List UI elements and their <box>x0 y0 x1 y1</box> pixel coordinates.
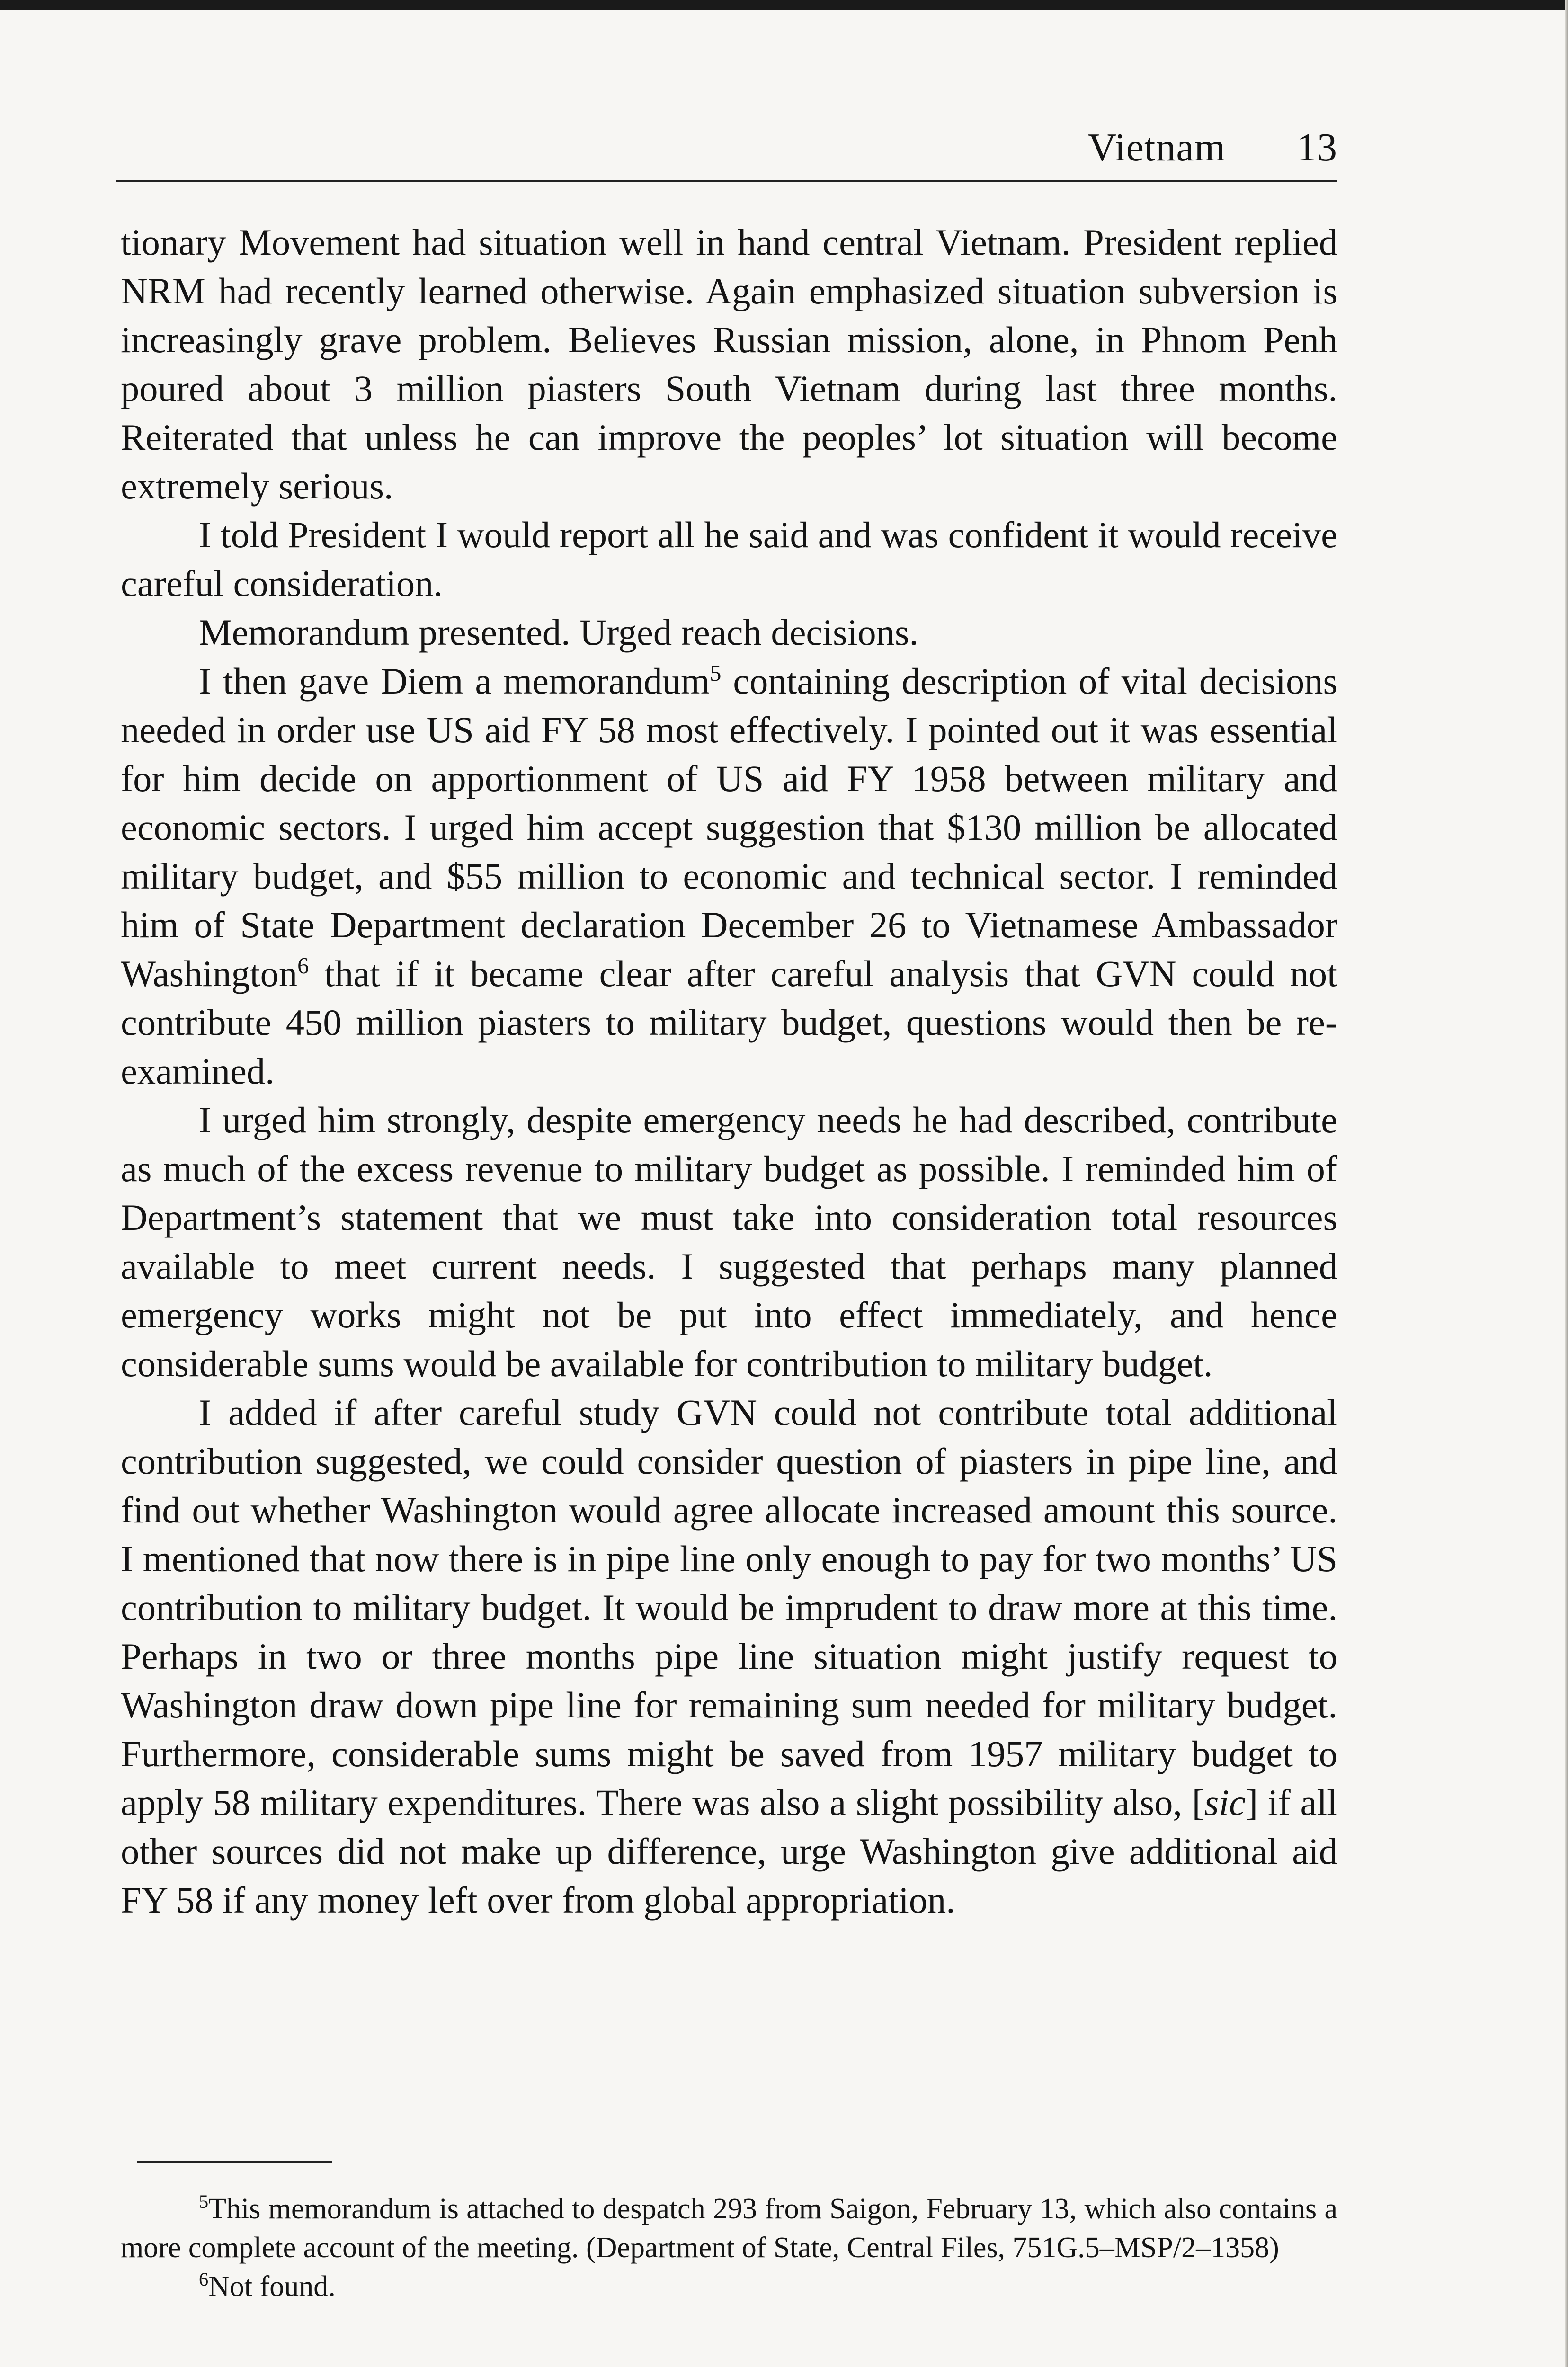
paragraph-2: I told President I would report all he said and was confident it would receive careful consideration. <box>121 514 1337 604</box>
paragraph-4-text-c: that if it became clear after careful analysis that GVN could not contribute 450 million piasters to military budget, questions would then be re-examined. <box>121 953 1337 1092</box>
paragraph-5: I urged him strongly, despite emergency needs he had described, contribute as much of the excess revenue to military budget as possible. I reminded him of Department’s statement that we must take into consideration total resources available to meet current needs. I suggested that perhaps many planned emergency works might not be put into effect immediately, and hence considerable sums would be available for contribution to military budget. <box>121 1099 1337 1384</box>
paragraph-4-text-b: containing description of vital decisions needed in order use US aid FY 58 most effectively. I pointed out it was essential for him decide on apportionment of US aid FY 1958 between military and economic sectors. I urged him accept suggestion that $130 million be allocated military budget, and $55 million to economic and technical sector. I reminded him of State Department declaration December 26 to Vietnamese Ambassador Washington <box>121 660 1337 994</box>
paragraph-6 <box>121 1388 1337 1924</box>
paragraph-3: Memorandum presented. Urged reach decisions. <box>199 612 919 653</box>
header-rule <box>116 180 1337 182</box>
footnote-5 <box>121 2189 1337 2267</box>
footnote-6-marker: 6 <box>199 2268 209 2290</box>
footnote-ref-6: 6 <box>297 953 309 979</box>
footnote-5-text: This memorandum is attached to despatch 293 from Saigon, February 13, which also contains a more complete account of the meeting. (Department of State, Central Files, 751G.5–MSP/2–1358) <box>121 2193 1337 2264</box>
page-right-edge <box>1565 0 1568 2367</box>
sic-annotation: sic <box>1204 1782 1246 1823</box>
footnote-6-text: Not found. <box>208 2270 336 2303</box>
paragraph-6-text-b: ] if all other sources did not make up difference, urge Washington give additional aid FY 58 if any money left over from global appropriation. <box>121 1782 1337 1921</box>
paragraph-4 <box>121 657 1337 1095</box>
page-top-edge <box>0 0 1568 10</box>
paragraph-4-text-a: I then gave Diem a memorandum <box>199 660 710 702</box>
body-text <box>121 218 1337 1924</box>
paragraph-1: tionary Movement had situation well in hand central Vietnam. President replied NRM had recently learned otherwise. Again emphasized situation subversion is increasingly grave problem. Believes Russian mission, alone, in Phnom Penh poured about 3 million piasters South Vietnam during last three months. Reiterated that unless he can improve the peoples’ lot situation will become extremely serious. <box>121 222 1337 507</box>
paragraph-6-text-a: I added if after careful study GVN could not contribute total additional contribution suggested, we could consider question of piasters in pipe line, and find out whether Washington would agree allocate increased amount this source. I mentioned that now there is in pipe line only enough to pay for two months’ US contribution to military budget. It would be imprudent to draw more at this time. Perhaps in two or three months pipe line situation might justify request to Washington draw down pipe line for remaining sum needed for military budget. Furthermore, considerable sums might be saved from 1957 military budget to apply 58 military expenditures. There was also a slight possibility also, [ <box>121 1392 1337 1823</box>
footnote-ref-5: 5 <box>710 660 722 686</box>
footnotes <box>121 2189 1337 2306</box>
footnote-rule <box>137 2161 332 2163</box>
running-head-title: Vietnam <box>1087 125 1226 169</box>
running-head <box>121 124 1337 171</box>
footnote-6 <box>121 2267 1337 2306</box>
footnote-5-marker: 5 <box>199 2190 209 2212</box>
page-number: 13 <box>1297 125 1337 169</box>
